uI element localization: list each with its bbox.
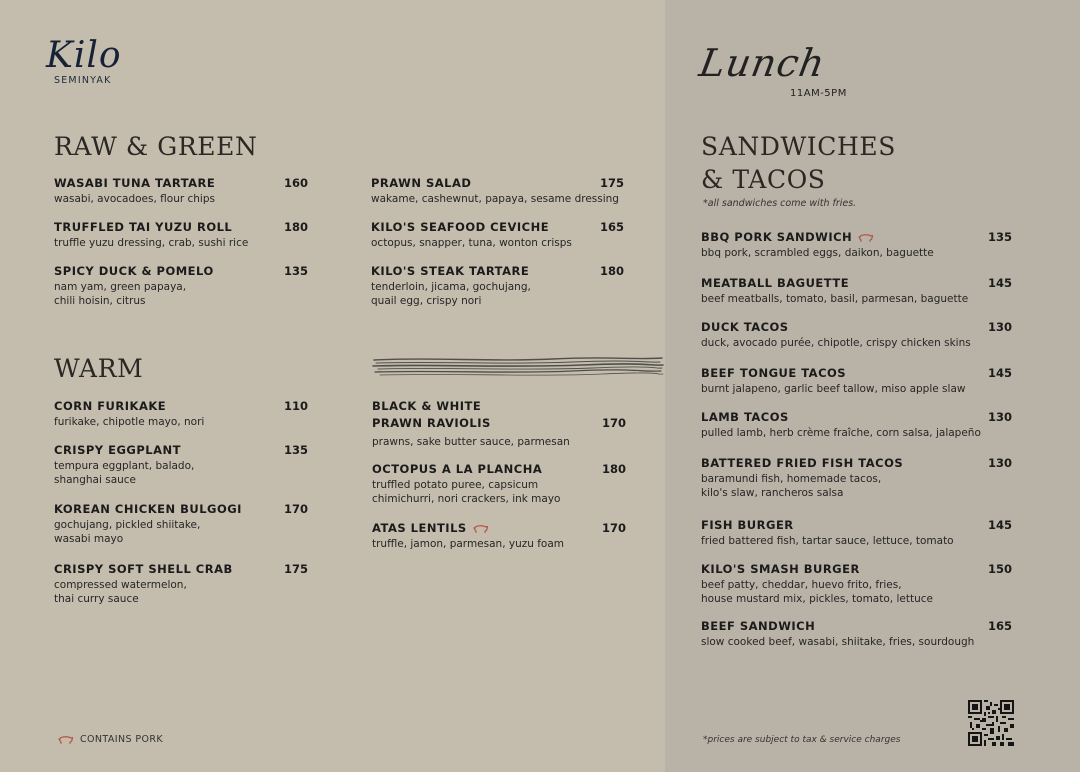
menu-item bbox=[372, 399, 626, 449]
item-description: fried battered fish, tartar sauce, lettuce, tomato bbox=[701, 535, 954, 547]
item-description: burnt jalapeno, garlic beef tallow, miso apple slaw bbox=[701, 383, 966, 395]
legend-text: CONTAINS PORK bbox=[80, 734, 163, 745]
item-description: chili hoisin, citrus bbox=[54, 295, 146, 307]
menu-item bbox=[701, 619, 1012, 649]
menu-item bbox=[54, 502, 308, 546]
item-price: 180 bbox=[599, 264, 624, 278]
item-price: 165 bbox=[599, 220, 624, 234]
item-price: 110 bbox=[283, 399, 308, 413]
item-description: prawns, sake butter sauce, parmesan bbox=[372, 436, 570, 448]
item-price: 150 bbox=[987, 562, 1012, 576]
menu-item bbox=[54, 399, 308, 429]
item-description: thai curry sauce bbox=[54, 593, 139, 605]
item-name: CORN FURIKAKE bbox=[54, 399, 167, 413]
item-description: slow cooked beef, wasabi, shiitake, fries, sourdough bbox=[701, 636, 975, 648]
item-name: SPICY DUCK & POMELO bbox=[54, 264, 214, 278]
item-price: 170 bbox=[601, 416, 626, 430]
item-price: 160 bbox=[283, 176, 308, 190]
item-price: 145 bbox=[987, 276, 1012, 290]
item-price: 180 bbox=[283, 220, 308, 234]
item-description: octopus, snapper, tuna, wonton crisps bbox=[371, 237, 572, 249]
item-name: BEEF TONGUE TACOS bbox=[701, 366, 847, 380]
item-description: kilo's slaw, rancheros salsa bbox=[701, 487, 844, 499]
item-description: nam yam, green papaya, bbox=[54, 281, 187, 293]
item-description: beef meatballs, tomato, basil, parmesan, baguette bbox=[701, 293, 969, 305]
item-price: 175 bbox=[599, 176, 624, 190]
item-description: chimichurri, nori crackers, ink mayo bbox=[372, 493, 561, 505]
item-price: 135 bbox=[987, 230, 1012, 244]
item-name: KILO'S STEAK TARTARE bbox=[371, 264, 530, 278]
item-name: BLACK & WHITE bbox=[372, 399, 482, 413]
section-title-sandwiches-line1: SANDWICHES bbox=[701, 132, 896, 161]
item-name-text: ATAS LENTILS bbox=[372, 521, 467, 535]
item-name: CRISPY EGGPLANT bbox=[54, 443, 181, 457]
item-description: shanghai sauce bbox=[54, 474, 137, 486]
qr-code-icon[interactable] bbox=[968, 700, 1014, 746]
menu-item bbox=[54, 176, 308, 206]
menu-item bbox=[371, 176, 624, 206]
menu-title bbox=[696, 40, 860, 99]
section-title-raw-green: RAW & GREEN bbox=[54, 132, 258, 161]
item-price: 175 bbox=[283, 562, 308, 576]
menu-item bbox=[54, 264, 308, 308]
item-price: 135 bbox=[283, 443, 308, 457]
price-disclaimer: *prices are subject to tax & service charges bbox=[703, 735, 901, 745]
item-name bbox=[701, 230, 1012, 245]
menu-item bbox=[701, 276, 1012, 306]
item-name: LAMB TACOS bbox=[701, 410, 789, 424]
item-price: 130 bbox=[987, 320, 1012, 334]
section-title-warm: WARM bbox=[54, 354, 144, 383]
item-name: MEATBALL BAGUETTE bbox=[701, 276, 850, 290]
item-name: FISH BURGER bbox=[701, 518, 794, 532]
item-name: PRAWN RAVIOLIS bbox=[372, 416, 491, 430]
menu-item bbox=[701, 562, 1012, 606]
item-description: pulled lamb, herb crème fraîche, corn salsa, jalapeño bbox=[701, 427, 981, 439]
item-description: bbq pork, scrambled eggs, daikon, baguette bbox=[701, 247, 934, 259]
item-description: baramundi fish, homemade tacos, bbox=[701, 473, 882, 485]
item-price: 170 bbox=[283, 502, 308, 516]
menu-item bbox=[54, 562, 308, 606]
item-price: 170 bbox=[601, 521, 626, 535]
brand-logo bbox=[46, 36, 136, 86]
item-description: truffle, jamon, parmesan, yuzu foam bbox=[372, 538, 565, 550]
item-description: truffle yuzu dressing, crab, sushi rice bbox=[54, 237, 249, 249]
item-description: truffled potato puree, capsicum bbox=[372, 479, 539, 491]
item-name: KILO'S SEAFOOD CEVICHE bbox=[371, 220, 550, 234]
pig-icon bbox=[58, 735, 74, 744]
item-price: 135 bbox=[283, 264, 308, 278]
item-description: wakame, cashewnut, papaya, sesame dressing bbox=[371, 193, 619, 205]
brush-stroke-divider bbox=[372, 354, 664, 380]
item-name: BEEF SANDWICH bbox=[701, 619, 816, 633]
item-price: 180 bbox=[601, 462, 626, 476]
item-description: tempura eggplant, balado, bbox=[54, 460, 195, 472]
item-price: 165 bbox=[987, 619, 1012, 633]
item-name: OCTOPUS A LA PLANCHA bbox=[372, 462, 543, 476]
item-description: wasabi, avocadoes, flour chips bbox=[54, 193, 215, 205]
menu-item bbox=[371, 220, 624, 250]
item-name: DUCK TACOS bbox=[701, 320, 789, 334]
pig-icon bbox=[858, 233, 874, 242]
item-name: PRAWN SALAD bbox=[371, 176, 472, 190]
item-name: KOREAN CHICKEN BULGOGI bbox=[54, 502, 242, 516]
menu-hours: 11AM-5PM bbox=[790, 88, 847, 99]
item-name: CRISPY SOFT SHELL CRAB bbox=[54, 562, 233, 576]
item-price: 145 bbox=[987, 366, 1012, 380]
pig-icon bbox=[473, 524, 489, 533]
menu-item bbox=[701, 320, 1012, 350]
menu-item bbox=[371, 264, 624, 308]
menu-item bbox=[701, 366, 1012, 396]
item-description: wasabi mayo bbox=[54, 533, 124, 545]
item-description: beef patty, cheddar, huevo frito, fries, bbox=[701, 579, 902, 591]
pork-legend bbox=[58, 734, 163, 745]
menu-title-script: Lunch bbox=[696, 41, 829, 85]
item-name-text: BBQ PORK SANDWICH bbox=[701, 230, 853, 244]
item-price: 145 bbox=[987, 518, 1012, 532]
item-price: 130 bbox=[987, 456, 1012, 470]
item-description: quail egg, crispy nori bbox=[371, 295, 482, 307]
item-name: WASABI TUNA TARTARE bbox=[54, 176, 216, 190]
menu-item bbox=[701, 456, 1012, 500]
menu-item bbox=[54, 220, 308, 250]
item-name: BATTERED FRIED FISH TACOS bbox=[701, 456, 904, 470]
sandwich-note: *all sandwiches come with fries. bbox=[703, 198, 857, 209]
item-description: compressed watermelon, bbox=[54, 579, 187, 591]
menu-item bbox=[701, 410, 1012, 440]
item-name bbox=[372, 521, 626, 536]
logo-location: SEMINYAK bbox=[54, 75, 112, 86]
item-description: gochujang, pickled shiitake, bbox=[54, 519, 201, 531]
menu-item bbox=[372, 462, 626, 506]
item-description: house mustard mix, pickles, tomato, lettuce bbox=[701, 593, 933, 605]
menu-item bbox=[701, 230, 1012, 260]
item-description: duck, avocado purée, chipotle, crispy chicken skins bbox=[701, 337, 971, 349]
item-name: KILO'S SMASH BURGER bbox=[701, 562, 860, 576]
item-price: 130 bbox=[987, 410, 1012, 424]
menu-item bbox=[372, 521, 626, 551]
logo-wordmark: Kilo bbox=[46, 35, 122, 76]
section-title-sandwiches-line2: & TACOS bbox=[701, 165, 826, 194]
menu-item bbox=[701, 518, 1012, 548]
item-description: tenderloin, jicama, gochujang, bbox=[371, 281, 531, 293]
menu-item bbox=[54, 443, 308, 487]
item-name: TRUFFLED TAI YUZU ROLL bbox=[54, 220, 233, 234]
item-description: furikake, chipotle mayo, nori bbox=[54, 416, 205, 428]
